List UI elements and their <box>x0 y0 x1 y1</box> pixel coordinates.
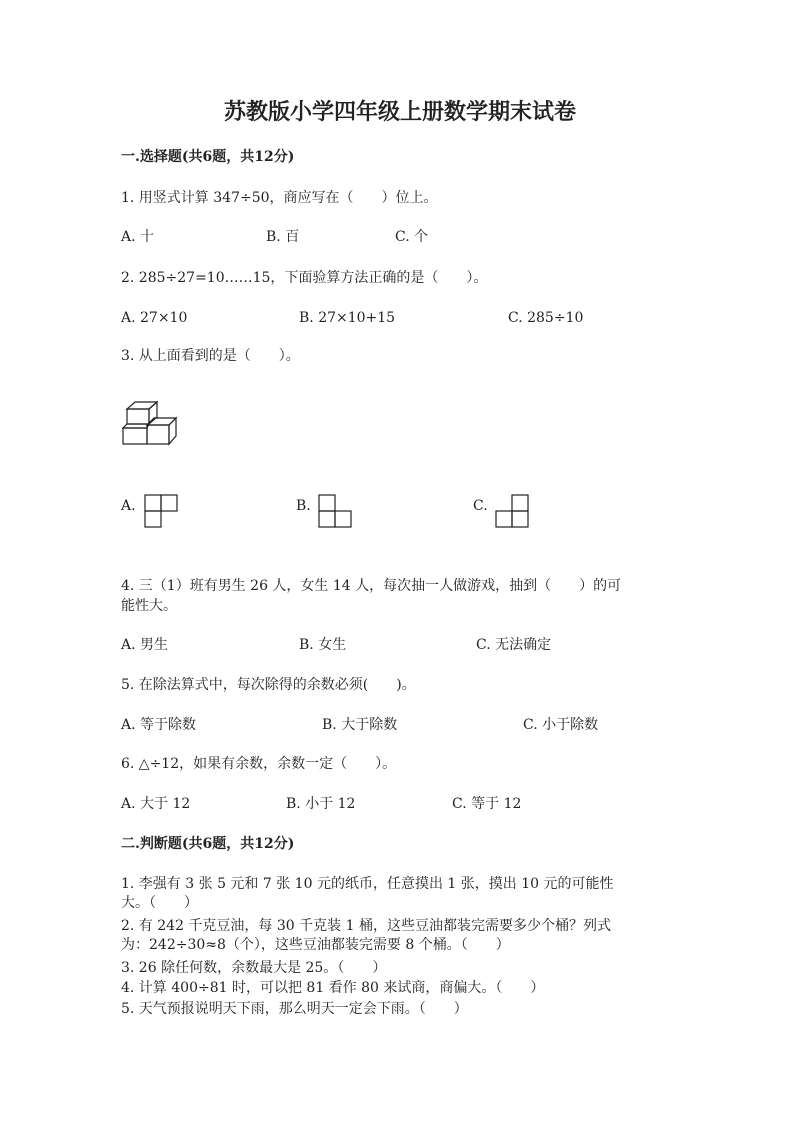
question-3: 3. 从上面看到的是（ ）。 <box>121 348 300 364</box>
q4-option-b[interactable]: B. 女生 <box>299 637 347 653</box>
q5-option-c[interactable]: C. 小于除数 <box>523 717 599 733</box>
question-1: 1. 用竖式计算 347÷50，商应写在（ ）位上。 <box>121 190 438 206</box>
question-4-line2: 能性大。 <box>121 598 177 614</box>
judgement-2-line2: 为：242÷30≈8（个），这些豆油都装完需要 8 个桶。（ ） <box>121 937 510 953</box>
question-2: 2. 285÷27=10……15，下面验算方法正确的是（ ）。 <box>121 270 488 286</box>
q2-option-b[interactable]: B. 27×10+15 <box>299 310 396 326</box>
q3-option-a-figure <box>143 493 179 529</box>
q4-option-c[interactable]: C. 无法确定 <box>476 637 552 653</box>
cube-stack-figure <box>118 398 182 448</box>
q6-option-c[interactable]: C. 等于 12 <box>452 796 522 812</box>
judgement-3: 3. 26 除任何数，余数最大是 25。（ ） <box>121 960 387 976</box>
judgement-4: 4. 计算 400÷81 时，可以把 81 看作 80 来试商，商偏大。（ ） <box>121 980 545 996</box>
question-5: 5. 在除法算式中，每次除得的余数必须( )。 <box>121 677 416 693</box>
q1-option-a[interactable]: A. 十 <box>121 229 155 245</box>
judgement-2-line1: 2. 有 242 千克豆油，每 30 千克装 1 桶，这些豆油都装完需要多少个桶？列式 <box>121 918 611 934</box>
q3-option-c[interactable]: C. <box>473 498 488 514</box>
q6-option-a[interactable]: A. 大于 12 <box>121 796 191 812</box>
q1-option-b[interactable]: B. 百 <box>266 229 300 245</box>
q2-option-a[interactable]: A. 27×10 <box>121 310 188 326</box>
judgement-5: 5. 天气预报说明天下雨，那么明天一定会下雨。（ ） <box>121 1001 468 1017</box>
q1-option-c[interactable]: C. 个 <box>395 229 429 245</box>
q3-option-a[interactable]: A. <box>121 498 136 514</box>
q5-option-a[interactable]: A. 等于除数 <box>121 717 197 733</box>
q3-option-b[interactable]: B. <box>296 498 311 514</box>
judgement-1-line1: 1. 李强有 3 张 5 元和 7 张 10 元的纸币，任意摸出 1 张，摸出 10 元的可能性 <box>121 876 614 892</box>
q3-option-b-figure <box>317 493 353 529</box>
page-title: 苏教版小学四年级上册数学期末试卷 <box>223 99 576 125</box>
q3-option-c-figure <box>494 493 530 529</box>
section-heading-judgement: 二.判断题(共6题，共12分) <box>121 836 295 852</box>
question-4-line1: 4. 三（1）班有男生 26 人，女生 14 人，每次抽一人做游戏，抽到（ ）的可 <box>121 578 622 594</box>
question-6: 6. △÷12，如果有余数，余数一定（ ）。 <box>121 756 397 772</box>
judgement-1-line2: 大。（ ） <box>121 895 198 911</box>
q4-option-a[interactable]: A. 男生 <box>121 637 169 653</box>
q6-option-b[interactable]: B. 小于 12 <box>286 796 356 812</box>
section-heading-choice: 一.选择题(共6题，共12分) <box>121 149 295 165</box>
q5-option-b[interactable]: B. 大于除数 <box>322 717 398 733</box>
q2-option-c[interactable]: C. 285÷10 <box>508 310 584 326</box>
